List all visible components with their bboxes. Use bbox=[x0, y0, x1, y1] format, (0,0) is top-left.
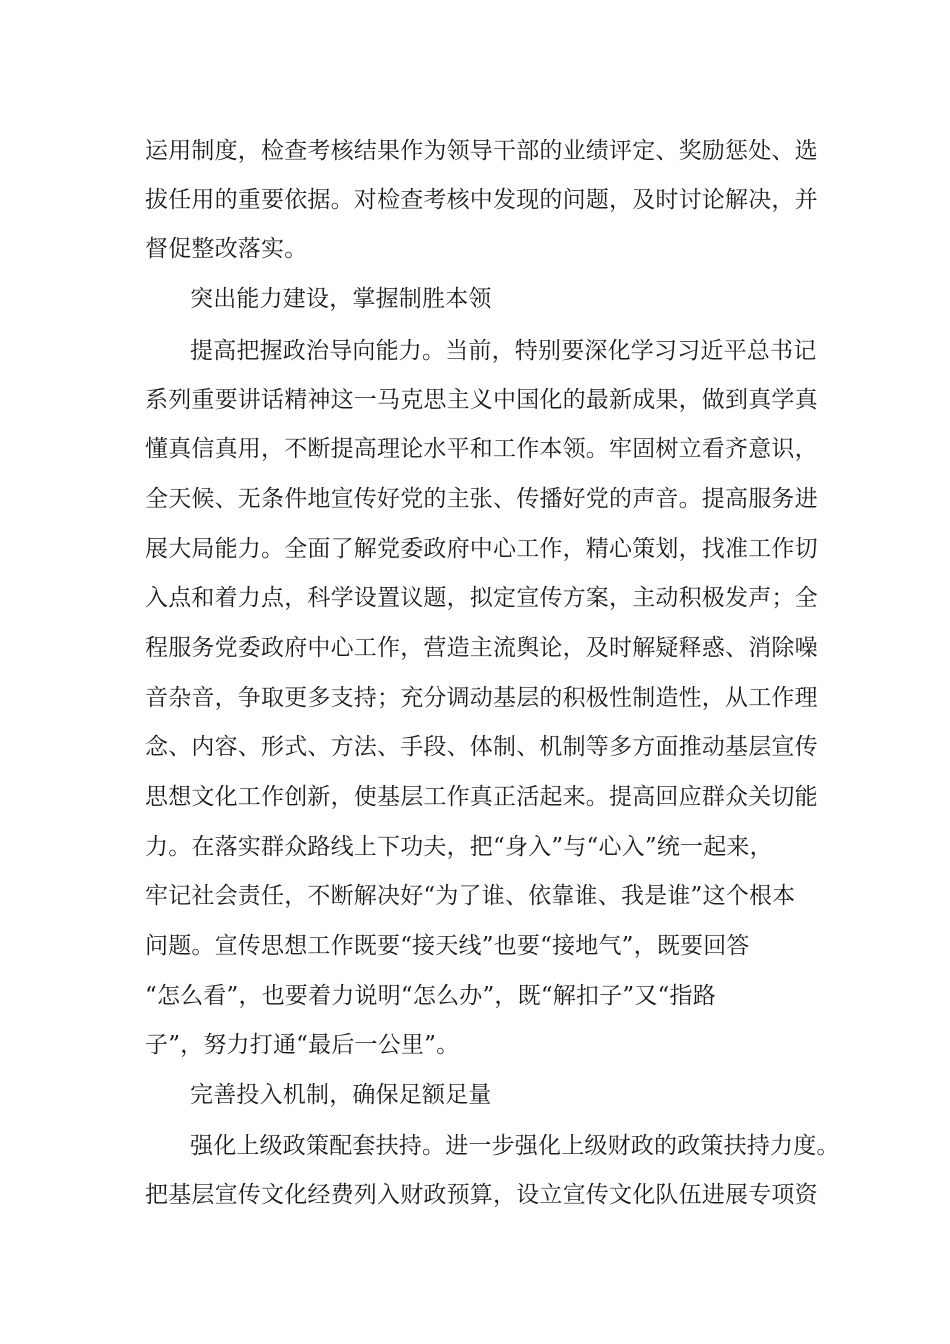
text-line-7: 懂真信真用，不断提高理论水平和工作本领。牢固树立看齐意识， bbox=[145, 436, 818, 462]
text-line-1: 运用制度，检查考核结果作为领导干部的业绩评定、奖励惩处、选 bbox=[145, 138, 818, 164]
text-line-15: 力。在落实群众路线上下功夫，把“身入”与“心入”统一起来， bbox=[145, 834, 773, 860]
text-line-6: 系列重要讲话精神这一马克思主义中国化的最新成果，做到真学真 bbox=[145, 387, 818, 413]
text-line-21: 强化上级政策配套扶持。进一步强化上级财政的政策扶持力度。 bbox=[190, 1133, 840, 1159]
text-line-19: 子”，努力打通“最后一公里”。 bbox=[145, 1032, 460, 1058]
text-line-14: 思想文化工作创新，使基层工作真正活起来。提高回应群众关切能 bbox=[145, 784, 818, 810]
text-line-18: “怎么看”，也要着力说明“怎么办”，既“解扣子”又“指路 bbox=[145, 983, 716, 1009]
section-heading-capability: 突出能力建设，掌握制胜本领 bbox=[190, 286, 492, 312]
text-line-13: 念、内容、形式、方法、手段、体制、机制等多方面推动基层宣传 bbox=[145, 734, 818, 760]
text-line-3: 督促整改落实。 bbox=[145, 236, 308, 262]
text-line-11: 程服务党委政府中心工作，营造主流舆论，及时解疑释惑、消除噪 bbox=[145, 635, 818, 661]
text-line-5: 提高把握政治导向能力。当前，特别要深化学习习近平总书记 bbox=[190, 338, 817, 364]
text-line-9: 展大局能力。全面了解党委政府中心工作，精心策划，找准工作切 bbox=[145, 536, 818, 562]
text-line-10: 入点和着力点，科学设置议题，拟定宣传方案，主动积极发声；全 bbox=[145, 585, 818, 611]
section-heading-investment: 完善投入机制，确保足额足量 bbox=[190, 1082, 492, 1108]
text-line-2: 拔任用的重要依据。对检查考核中发现的问题，及时讨论解决，并 bbox=[145, 187, 818, 213]
text-line-17: 问题。宣传思想工作既要“接天线”也要“接地气”，既要回答 bbox=[145, 933, 750, 959]
text-line-8: 全天候、无条件地宣传好党的主张、传播好党的声音。提高服务进 bbox=[145, 486, 818, 512]
text-line-22: 把基层宣传文化经费列入财政预算，设立宣传文化队伍进展专项资 bbox=[145, 1182, 818, 1208]
text-line-12: 音杂音，争取更多支持；充分调动基层的积极性制造性，从工作理 bbox=[145, 685, 818, 711]
text-line-16: 牢记社会责任，不断解决好“为了谁、依靠谁、我是谁”这个根本 bbox=[145, 883, 796, 909]
